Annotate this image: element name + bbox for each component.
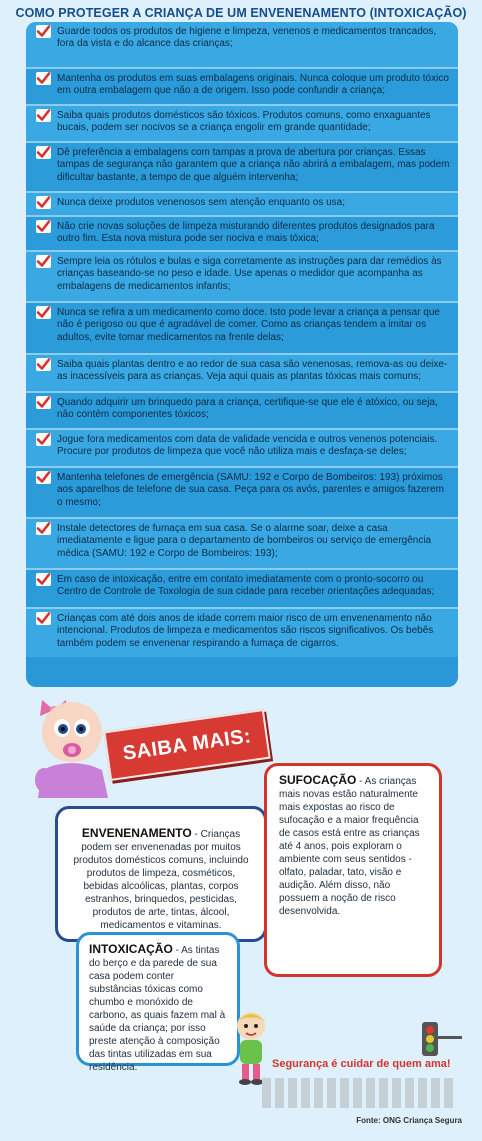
tip-text: Não crie novas soluções de limpeza misturando diferentes produtos designados para outro fim. Esta nova mistura pode ser nociva e mais tóxica; [57, 221, 435, 245]
sufocacao-text: - As crianças mais novas estão naturalmente mais expostas ao risco de sufocação e a maior frequência de casos está entre as crianças até 4 anos, pois exploram o ambiente com seus sentidos - olfato, paladar, tato, visão e audição. Além disso, não possuem a noção de risco desenvolvida. [279, 776, 420, 917]
checkmark-icon [36, 196, 51, 209]
tip-text: Sempre leia os rótulos e bulas e siga corretamente as instruções para dar remédios às crianças baseando-se no peso e idade. Use apenas o medidor que acompanha as embalagens de medicamentos infantis; [57, 256, 442, 292]
source-credit: Fonte: ONG Criança Segura [356, 1116, 462, 1125]
intoxicacao-text: - As tintas do berço e da parede de sua casa podem conter substâncias tóxicas como chumbo e monóxido de carbono, as quais fazem mal à saúde da criança; por isso preste atenção à composição das tintas utilizadas em sua residência. [89, 945, 226, 1073]
list-item [26, 106, 458, 143]
tip-text: Saiba quais plantas dentro e ao redor de sua casa são venenosas, remova-as ou deixe-as inacessíveis para as crianças. Veja aqui quais as plantas tóxicas mais comuns; [57, 359, 448, 383]
envenenamento-heading: ENVENENAMENTO [81, 826, 192, 840]
list-item [26, 355, 458, 393]
tip-text: Guarde todos os produtos de higiene e limpeza, venenos e medicamentos trancados, fora da vista e do alcance das crianças; [57, 26, 437, 50]
list-item [26, 252, 458, 303]
list-item [26, 303, 458, 355]
tip-text: Nunca se refira a um medicamento como doce. Isto pode levar a criança a pensar que não é perigoso ou que é agradável de comer. Como as crianças tendem a imitar os adultos, evite tomar medicamentos na frente delas; [57, 307, 440, 343]
checkmark-icon [36, 220, 51, 233]
tip-text: Mantenha telefones de emergência (SAMU: 192 e Corpo de Bombeiros: 193) próximos aos aparelhos de telefone de sua casa. Peça para os avós, parentes e amigos fazerem o mesmo; [57, 472, 444, 508]
list-item [26, 393, 458, 430]
tip-text: Jogue fora medicamentos com data de validade vencida e outros venenos potenciais. Procure por produtos de limpeza que você não utiliza mais e desfaça-se deles; [57, 434, 438, 458]
tip-text: Dê preferência a embalagens com tampas a prova de abertura por crianças. Essas tampas de segurança não garantem que a criança não abrirá a embalagem, mas podem dificultar bastante, a tempo de que alguém intervenha; [57, 147, 450, 183]
list-item [26, 69, 458, 106]
list-item [26, 468, 458, 519]
tip-text: Mantenha os produtos em suas embalagens originais. Nunca coloque um produto tóxico em outra embalagem que não a de origem. Isso pode confundir a criança; [57, 73, 449, 97]
sufocacao-box [264, 763, 442, 977]
tip-text: Saiba quais produtos domésticos são tóxicos. Produtos comuns, como enxaguantes bucais, podem ser nocivos se a criança engolir em grande quantidade; [57, 110, 431, 134]
tips-list [26, 22, 458, 687]
list-item [26, 570, 458, 609]
checkmark-icon [36, 25, 51, 38]
checkmark-icon [36, 522, 51, 535]
checkmark-icon [36, 471, 51, 484]
tip-text: Quando adquirir um brinquedo para a criança, certifique-se que ele é atóxico, ou seja, não contém componentes tóxicos; [57, 397, 438, 421]
list-item [26, 217, 458, 252]
tip-text: Em caso de intoxicação, entre em contato imediatamente com o pronto-socorro ou Centro de Controle de Toxologia de sua cidade para receber orientações adequadas; [57, 574, 435, 598]
tip-text: Instale detectores de fumaça em sua casa. Se o alarme soar, deixe a casa imediatamente e ligue para o departamento de bombeiros ou serviço de emergência médica (SAMU: 192 e Corpo de Bombeiros: 193); [57, 523, 432, 559]
checkmark-icon [36, 255, 51, 268]
list-item [26, 22, 458, 69]
checkmark-icon [36, 612, 51, 625]
tip-text: Crianças com até dois anos de idade correm maior risco de um envenenamento não intencional. Produtos de limpeza e medicamentos são riscos significativos. Os bebês também podem se envenenar respirando a fumaça de cigarros. [57, 613, 434, 649]
sufocacao-heading: SUFOCAÇÃO [279, 773, 357, 787]
child-illustration [228, 1008, 274, 1088]
intoxicacao-heading: INTOXICAÇÃO [89, 942, 173, 956]
checkmark-icon [36, 573, 51, 586]
checkmark-icon [36, 306, 51, 319]
list-item [26, 430, 458, 468]
checkmark-icon [36, 433, 51, 446]
crosswalk-stripes [262, 1078, 453, 1108]
checkmark-icon [36, 396, 51, 409]
list-item [26, 193, 458, 217]
intoxicacao-box [76, 932, 240, 1073]
traffic-light-icon [420, 1018, 464, 1058]
banner-label: SAIBA MAIS: [121, 724, 253, 765]
checkmark-icon [36, 72, 51, 85]
tip-text: Nunca deixe produtos venenosos sem atenção enquanto os usa; [57, 197, 345, 208]
slogan: Segurança é cuidar de quem ama! [272, 1058, 451, 1070]
page-title: COMO PROTEGER A CRIANÇA DE UM ENVENENAMENTO (INTOXICAÇÃO) [15, 6, 467, 20]
list-item [26, 519, 458, 570]
checkmark-icon [36, 109, 51, 122]
envenenamento-text: - Crianças podem ser envenenadas por muitos produtos domésticos comuns, incluindo produtos de limpeza, cosméticos, bebidas alcoólicas, plantas, corpos estranhos, brinquedos, pesticidas, produtos de arte, tintas, álcool, medicamentos e vitaminas. [73, 829, 249, 931]
list-item [26, 609, 458, 657]
checkmark-icon [36, 146, 51, 159]
checkmark-icon [36, 358, 51, 371]
envenenamento-box [55, 806, 267, 942]
list-item [26, 143, 458, 193]
